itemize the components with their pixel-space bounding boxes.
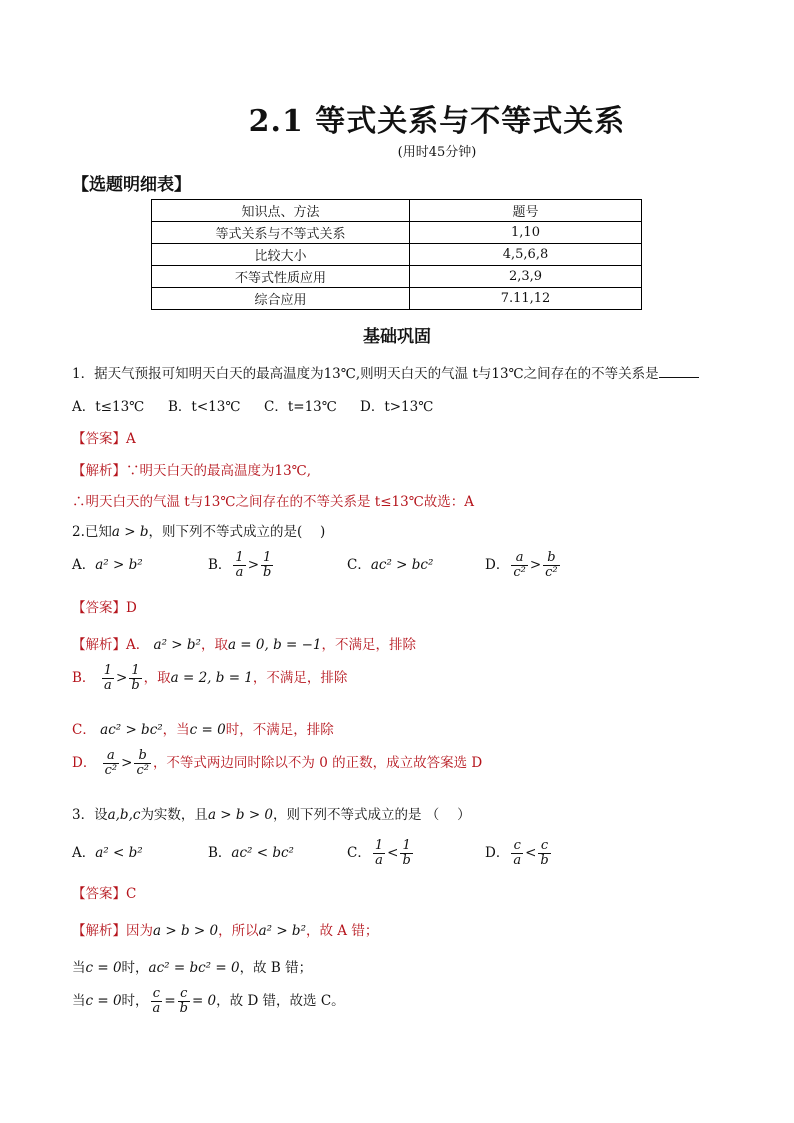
q1-option-d: D．t>13℃ <box>360 399 434 415</box>
analysis-expr: c = 0 <box>189 722 226 738</box>
analysis-option: B． <box>72 670 96 686</box>
table-header: 题号 <box>410 200 642 222</box>
q1-option-b: B．t<13℃ <box>168 399 241 415</box>
answer-value: A <box>126 431 136 447</box>
analysis-label: 【解析】 <box>72 463 126 479</box>
fraction: $\frac{c}{b}$ <box>179 986 188 1016</box>
table-cell: 2,3,9 <box>410 266 642 288</box>
q2-option-b: B． $\frac{1}{a}$ > $\frac{1}{b}$ <box>208 550 272 580</box>
q3-option-c: C． $\frac{1}{a}$ < $\frac{1}{b}$ <box>347 838 411 868</box>
q3-analysis-3: 当c = 0时， $\frac{c}{a}$ = $\frac{c}{b}$ = 0，故 D 错，故选 C。 <box>72 986 345 1016</box>
fraction: $\frac{1}{a}$ <box>235 550 244 580</box>
option-label: A． <box>72 557 96 573</box>
analysis-text: ，故 A 错； <box>306 923 379 939</box>
q1-option-c: C．t=13℃ <box>264 399 337 415</box>
q3-option-b <box>208 841 347 861</box>
option-label: C． <box>347 845 371 861</box>
fraction: $\frac{a}{\text{c²}}$ <box>104 748 118 778</box>
q2-option-d: D． $\frac{a}{\text{c²}}$ > $\frac{b}{\text{c²}}$ <box>485 550 558 580</box>
q2-condition: a > b <box>111 524 149 540</box>
q2-analysis-d: D． $\frac{a}{\text{c²}}$ > $\frac{b}{\text{c²}}$ ，不等式两边同时除以不为 0 的正数，成立故答案选 D <box>72 748 483 778</box>
analysis-text: ，不满足，排除 <box>321 637 417 653</box>
fraction: $\frac{b}{\text{c²}}$ <box>136 748 149 778</box>
q3-analysis-2 <box>72 956 312 976</box>
q2-option-c <box>347 553 485 573</box>
question-1-stem <box>72 362 699 382</box>
question-1-options <box>72 395 433 415</box>
q3-stem-pre: 3．设 <box>72 807 108 823</box>
q2-option-a <box>72 553 208 573</box>
table-cell: 7.11,12 <box>410 288 642 310</box>
table-cell: 不等式性质应用 <box>152 266 410 288</box>
question-3-stem <box>72 803 471 823</box>
analysis-text: 时， <box>121 993 149 1009</box>
q3-stem-mid: 为实数，且 <box>140 807 208 823</box>
q3-answer <box>72 882 136 902</box>
q3-analysis-1 <box>72 919 378 939</box>
option-label: D． <box>485 845 510 861</box>
option-expr: ac² > bc² <box>370 557 434 573</box>
option-label: D． <box>485 557 510 573</box>
fraction: $\frac{c}{a}$ <box>152 986 161 1016</box>
analysis-text: 时，不满足，排除 <box>225 722 334 738</box>
q1-answer <box>72 427 136 447</box>
table-cell: 4,5,6,8 <box>410 244 642 266</box>
answer-blank <box>659 365 699 378</box>
analysis-expr: a² > b² <box>153 637 201 653</box>
table-row <box>152 244 642 266</box>
analysis-text: ，取 <box>143 670 171 686</box>
option-expr: ac² < bc² <box>231 845 294 861</box>
analysis-label: 【解析】 <box>72 637 126 653</box>
analysis-expr: = 0 <box>191 993 217 1009</box>
analysis-expr: ac² > bc² <box>100 722 163 738</box>
fraction: $\frac{c}{a}$ <box>513 838 522 868</box>
answer-label: 【答案】 <box>72 886 126 902</box>
table-row <box>152 222 642 244</box>
answer-value: D <box>126 600 137 616</box>
answer-value: C <box>126 886 137 902</box>
q3-stem-post: ，则下列不等式成立的是 （ ） <box>273 807 471 823</box>
fraction: $\frac{1}{a}$ <box>374 838 384 868</box>
analysis-expr: a = 0, b = −1 <box>227 637 322 653</box>
analysis-text: ，当 <box>162 722 190 738</box>
table-cell: 1,10 <box>410 222 642 244</box>
analysis-option: A． <box>126 637 150 653</box>
analysis-text: ，所以 <box>218 923 259 939</box>
q2-answer <box>72 596 137 616</box>
answer-label: 【答案】 <box>72 431 126 447</box>
table-row <box>152 266 642 288</box>
analysis-text: 当 <box>72 960 86 976</box>
part-heading: 基础巩固 <box>363 327 431 347</box>
analysis-text: 因为 <box>126 923 153 939</box>
analysis-expr: a = 2, b = 1 <box>170 670 253 686</box>
page-title: 2.1 等式关系与不等式关系 <box>248 104 626 139</box>
q1-analysis-2: ∴明天白天的气温 t与13℃之间存在的不等关系是 t≤13℃故选：A <box>72 494 475 510</box>
table-cell: 比较大小 <box>152 244 410 266</box>
q3-option-a <box>72 841 208 861</box>
analysis-option: C． <box>72 722 96 738</box>
q1-analysis-1 <box>72 459 311 479</box>
question-3-options <box>72 839 553 868</box>
fraction: $\frac{1}{b}$ <box>131 663 140 693</box>
fraction: $\frac{1}{b}$ <box>263 550 272 580</box>
q2-stem-post: ，则下列不等式成立的是( ) <box>148 524 326 540</box>
q1-stem-text: 1．据天气预报可知明天白天的最高温度为13℃,则明天白天的气温 t与13℃之间存在的不等关系是 <box>72 366 659 382</box>
q1-option-a: A．t≤13℃ <box>72 399 145 415</box>
question-2-stem <box>72 520 325 540</box>
analysis-text: ，不满足，排除 <box>252 670 348 686</box>
q2-analysis-b: B． $\frac{1}{a}$ > $\frac{1}{b}$ ，取a = 2, b = 1，不满足，排除 <box>72 663 348 693</box>
analysis-text: ，故 B 错； <box>239 960 313 976</box>
analysis-text: ∵明天白天的最高温度为13℃, <box>126 463 312 479</box>
analysis-option: D． <box>72 755 97 771</box>
q2-analysis-a <box>72 633 416 653</box>
analysis-expr: a² > b² <box>258 923 306 939</box>
table-header: 知识点、方法 <box>152 200 410 222</box>
topic-table <box>151 199 642 310</box>
table-header-row <box>152 200 642 222</box>
option-label: C． <box>347 557 371 573</box>
analysis-text: ，故 D 错，故选 C。 <box>216 993 345 1009</box>
analysis-expr: ac² = bc² = 0 <box>148 960 240 976</box>
analysis-text: 时， <box>121 960 149 976</box>
analysis-text: 当 <box>72 993 86 1009</box>
q2-analysis-c <box>72 718 334 738</box>
q2-stem-pre: 2.已知 <box>72 524 112 540</box>
question-2-options <box>72 551 562 580</box>
option-expr: a² < b² <box>95 845 143 861</box>
page-subtitle: (用时45分钟) <box>397 145 477 160</box>
option-label: B． <box>208 557 232 573</box>
fraction: $\frac{1}{b}$ <box>402 838 411 868</box>
table-row <box>152 288 642 310</box>
analysis-text: ，不等式两边同时除以不为 0 的正数，成立故答案选 D <box>152 755 483 771</box>
option-expr: a² > b² <box>95 557 143 573</box>
fraction: $\frac{c}{b}$ <box>540 838 549 868</box>
analysis-expr: c = 0 <box>85 960 122 976</box>
fraction: $\frac{1}{a}$ <box>103 663 112 693</box>
section-heading: 【选题明细表】 <box>72 175 191 195</box>
analysis-text: ，取 <box>200 637 228 653</box>
q3-option-d: D． $\frac{c}{a}$ < $\frac{c}{b}$ <box>485 838 549 868</box>
q3-condition: a > b > 0 <box>207 807 274 823</box>
fraction: $\frac{b}{\text{c²}}$ <box>545 550 558 580</box>
answer-label: 【答案】 <box>72 600 126 616</box>
option-label: A． <box>72 845 96 861</box>
table-cell: 等式关系与不等式关系 <box>152 222 410 244</box>
analysis-expr: c = 0 <box>85 993 122 1009</box>
q3-vars: a,b,c <box>107 807 141 823</box>
fraction: $\frac{a}{\text{c²}}$ <box>513 550 526 580</box>
option-label: B． <box>208 845 232 861</box>
analysis-expr: a > b > 0 <box>153 923 219 939</box>
analysis-label: 【解析】 <box>72 923 126 939</box>
table-cell: 综合应用 <box>152 288 410 310</box>
